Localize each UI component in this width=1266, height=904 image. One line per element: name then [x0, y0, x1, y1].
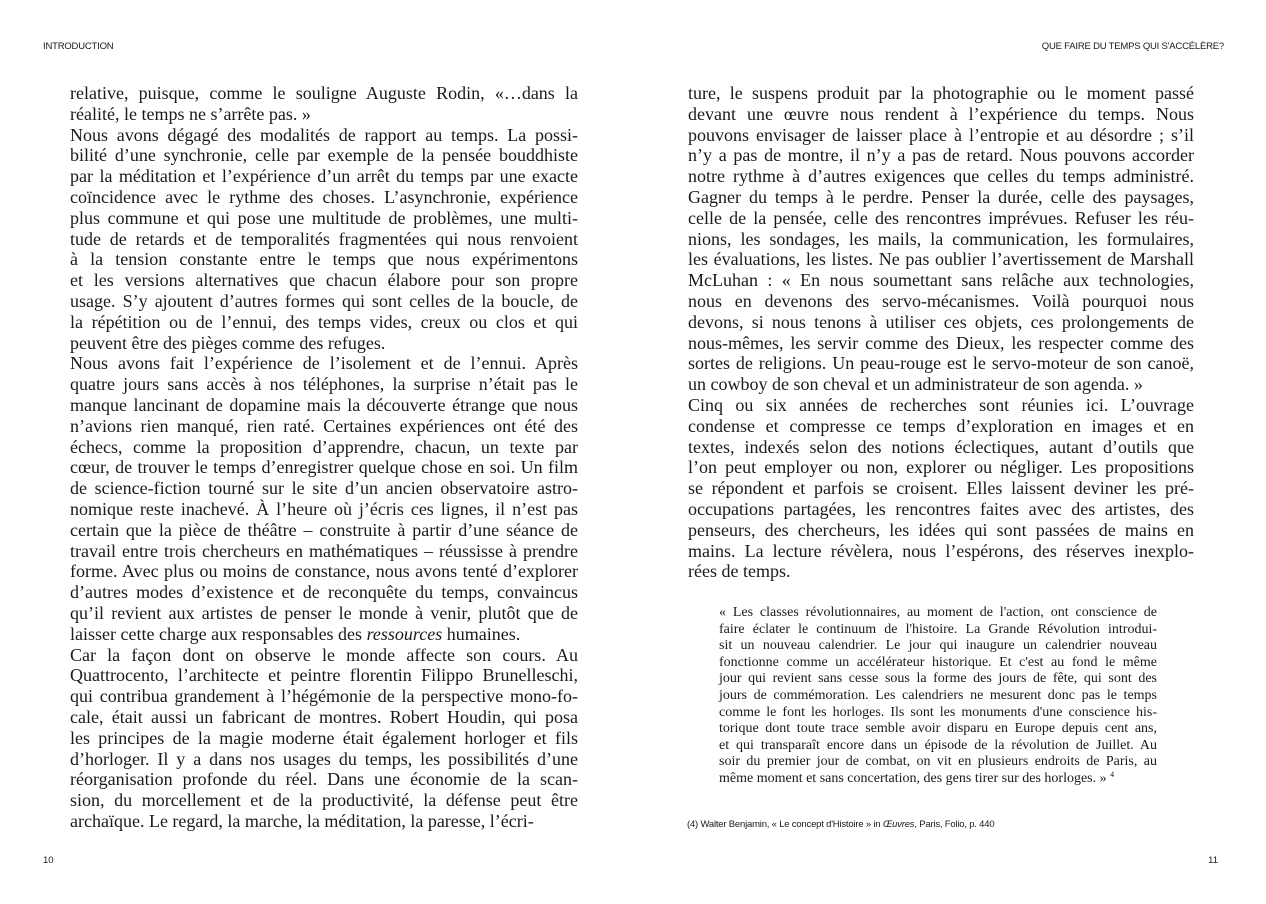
text-line: sion, du morcellement et de la productivité, la défense peut être	[70, 790, 578, 811]
quote-text: « Les classes révolutionnaires, au moment de l'action, ont conscience de	[719, 605, 1157, 620]
quote-line	[719, 771, 1157, 788]
text-line: textes, indexés selon des notions éclectiques, autant d’outils que	[688, 436, 1194, 457]
text-line: archaïque. Le regard, la marche, la méditation, la paresse, l’écri-	[70, 810, 534, 831]
footnote-ref: 4	[1110, 769, 1115, 779]
text-line: travail entre trois chercheurs en mathématiques – réussisse à prendre	[70, 540, 578, 561]
footnote-title: Œuvres	[882, 819, 915, 830]
paragraph	[70, 83, 578, 125]
text-line: devant une œuvre nous rendent à l’expérience du temps. Nous	[688, 103, 1194, 124]
right-page-body	[688, 83, 1194, 582]
text-line: nomique reste inachevé. À l’heure où j’écris ces lignes, il n’est pas	[70, 498, 578, 519]
text-line: devons, si nous tenons à utiliser ces objets, ces prolongements de	[688, 311, 1194, 332]
text-line: penseurs, des chercheurs, les idées qui sont passées de mains en	[688, 519, 1194, 540]
text-line: celle de la pensée, celle des rencontres imprévues. Refuser les réu-	[688, 207, 1194, 228]
quote-text: et qui transparaît encore dans un épisode de la révolution de Juillet. Au	[719, 737, 1157, 753]
quote-line	[719, 688, 1157, 705]
quote-text: jour qui revient sans cesse sous la forme des jours de fête, qui sont des	[719, 671, 1157, 687]
text-line: Nous avons dégagé des modalités de rapport au temps. La possi-	[70, 124, 578, 145]
text-line: cale, était aussi un fabricant de montres. Robert Houdin, qui posa	[70, 706, 578, 727]
text-line: coïncidence avec le rythme des choses. L’asynchronie, expérience	[70, 186, 578, 207]
quote-text: sit un nouveau calendrier. Le jour qui inaugure un calendrier nouveau	[719, 638, 1157, 654]
text-line: de science-fiction tourné sur le site d’un ancien observatoire astro-	[70, 478, 578, 499]
footnote-text: (4) Walter Benjamin, « Le concept d'Histoire » in	[687, 819, 883, 830]
text-line: n’y a pas de montre, il n’y a pas de retard. Nous pouvons accorder	[688, 145, 1194, 166]
emphasis: ressources	[366, 623, 443, 644]
quote-text: même moment et sans concertation, des gens tirer sur des horloges. »	[719, 770, 1107, 786]
text-line: la répétition ou de l’ennui, des temps vides, creux ou clos et qui	[70, 311, 578, 332]
quote-line	[719, 738, 1157, 755]
text-line: condense et compresse ce temps d’exploration en images et en	[688, 415, 1194, 436]
quote-line	[719, 605, 1157, 622]
page-number-right: 11	[1208, 855, 1218, 866]
quote-text: torique dont toute trace semble avoir disparu en Europe depuis cent ans,	[719, 721, 1157, 737]
text-line: manque lancinant de dopamine mais la découverte étrange que nous	[70, 394, 578, 415]
text-line: à la tension constante entre le temps que nous expérimentons	[70, 249, 578, 270]
block-quote	[719, 605, 1157, 788]
footnote	[687, 819, 994, 830]
paragraph	[70, 353, 578, 644]
text-line: n’avions rien manqué, rien raté. Certaines expériences ont été des	[70, 415, 578, 436]
page-number-left: 10	[43, 855, 54, 866]
quote-text: jours de commémoration. Les calendriers ne mesurent donc pas le temps	[719, 687, 1157, 703]
quote-line	[719, 721, 1157, 738]
running-head-left: INTRODUCTION	[43, 41, 114, 52]
quote-line	[719, 754, 1157, 771]
text-line: un cowboy de son cheval et un administrateur de son agenda. »	[688, 374, 1143, 395]
text-line: les évaluations, les listes. Ne pas oublier l’avertissement de Marshall	[688, 249, 1194, 270]
quote-lines	[719, 605, 1157, 788]
text-line: tude de retards et de temporalités fragmentées qui nous renvoient	[70, 228, 578, 249]
text-line: qui contribua grandement à l’hégémonie de la perspective mono-fo-	[70, 686, 578, 707]
text-line: peuvent être des pièges comme des refuges.	[70, 332, 386, 353]
quote-text: faire éclater le continuum de l'histoire. La Grande Révolution introdui-	[719, 621, 1157, 637]
text-line: par la méditation et l’expérience d’un arrêt du temps par une exacte	[70, 166, 578, 187]
paragraph	[688, 395, 1194, 582]
text-line: notre rythme à d’autres exigences que celles du temps administré.	[688, 166, 1194, 187]
text-line: quatre jours sans accès à nos téléphones, la surprise n’était pas le	[70, 374, 578, 395]
text-line: nous-mêmes, les servir comme des Dieux, les respecter comme des	[688, 332, 1194, 353]
text-line: ture, le suspens produit par la photographie ou le moment passé	[688, 83, 1194, 103]
text-line: McLuhan : « En nous soumettant sans relâche aux technologies,	[688, 270, 1194, 291]
text-line: occupations partagées, les rencontres faites avec des artistes, des	[688, 498, 1194, 519]
paragraph	[688, 83, 1194, 395]
quote-text: comme le font les horloges. Ils sont les monuments d'une conscience his-	[719, 704, 1157, 720]
quote-line	[719, 655, 1157, 672]
text-line: pouvons envisager de laisser place à l’entropie et au désordre ; s’il	[688, 124, 1194, 145]
text-line: Cinq ou six années de recherches sont réunies ici. L’ouvrage	[688, 394, 1194, 415]
text-line: qu’il revient aux artistes de penser le monde à venir, plutôt que de	[70, 602, 578, 623]
quote-line	[719, 671, 1157, 688]
text-line: les principes de la magie moderne était également horloger et fils	[70, 727, 578, 748]
text-line: et les versions alternatives que chacun élabore pour son propre	[70, 270, 578, 291]
text-line: bilité d’une synchronie, celle par exemple de la pensée bouddhiste	[70, 145, 578, 166]
text-segment: laisser cette charge aux responsables des	[70, 623, 367, 644]
footnote-source: , Paris, Folio, p. 440	[914, 819, 995, 830]
text-line: sortes de religions. Un peau-rouge est le servo-moteur de son canoë,	[688, 353, 1194, 374]
text-line	[70, 624, 578, 645]
text-line: échecs, comme la proposition d’apprendre, chacun, un texte par	[70, 436, 578, 457]
text-line: d’autres modes d’existence et de reconquête du temps, convaincus	[70, 582, 578, 603]
text-line: Quattrocento, l’architecte et peintre florentin Filippo Brunelleschi,	[70, 665, 578, 686]
quote-line	[719, 622, 1157, 639]
text-line: usage. S’y ajoutent d’autres formes qui sont celles de la boucle, de	[70, 290, 578, 311]
quote-text: soir du premier jour de combat, on vit en plusieurs endroits de Paris, au	[719, 754, 1157, 770]
text-line: nous en devenons des servo-mécanismes. Voilà pourquoi nous	[688, 290, 1194, 311]
text-line: relative, puisque, comme le souligne Auguste Rodin, «…dans la	[70, 83, 578, 103]
quote-text: fonctionne comme un accélérateur historique. Et c'est au fond le même	[719, 654, 1157, 670]
quote-line	[719, 638, 1157, 655]
quote-line	[719, 705, 1157, 722]
text-line: Nous avons fait l’expérience de l’isolement et de l’ennui. Après	[70, 353, 578, 374]
text-line: rées de temps.	[688, 561, 791, 582]
text-line: réorganisation profonde du réel. Dans une économie de la scan-	[70, 769, 578, 790]
text-line: nions, les sondages, les mails, la communication, les formulaires,	[688, 228, 1194, 249]
left-page-body	[70, 83, 578, 832]
text-line: cœur, de trouver le temps d’enregistrer quelque chose en soi. Un film	[70, 457, 578, 478]
text-line: se répondent et parfois se croisent. Elles laissent deviner les pré-	[688, 478, 1194, 499]
text-line: certain que la pièce de théâtre – construite à partir d’une séance de	[70, 519, 578, 540]
text-segment: humaines.	[442, 623, 521, 644]
text-line: plus commune et qui pose une multitude de problèmes, une multi-	[70, 207, 578, 228]
text-line: forme. Avec plus ou moins de constance, nous avons tenté d’explorer	[70, 561, 578, 582]
text-line: d’horloger. Il y a dans nos usages du temps, les possibilités d’une	[70, 748, 578, 769]
text-line: Car la façon dont on observe le monde affecte son cours. Au	[70, 644, 578, 665]
running-head-right: QUE FAIRE DU TEMPS QUI S'ACCÉLÈRE?	[1041, 41, 1224, 52]
text-line: l’on peut employer ou non, explorer ou négliger. Les propositions	[688, 457, 1194, 478]
text-line: Gagner du temps à le perdre. Penser la durée, celle des paysages,	[688, 186, 1194, 207]
text-line: mains. La lecture révèlera, nous l’espérons, des réserves inexplo-	[688, 540, 1194, 561]
text-line: réalité, le temps ne s’arrête pas. »	[70, 103, 311, 124]
paragraph	[70, 125, 578, 354]
paragraph	[70, 645, 578, 832]
